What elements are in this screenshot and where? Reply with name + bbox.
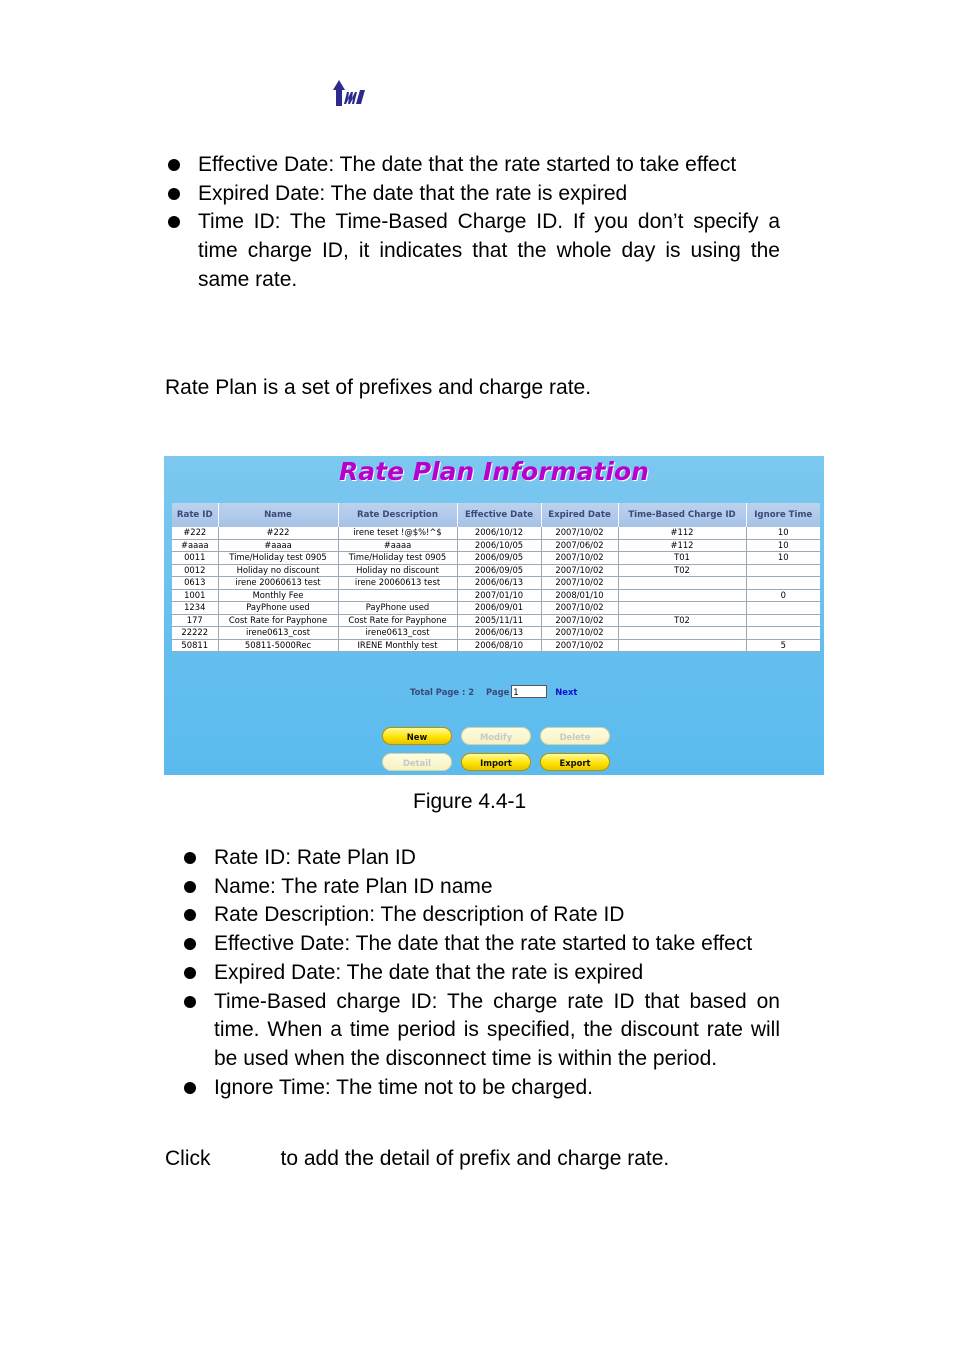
list-item: Expired Date: The date that the rate is expired [166,180,780,209]
table-cell: #aaaa [218,539,338,552]
table-cell: #222 [172,527,218,539]
table-cell: Monthly Fee [218,589,338,602]
table-cell: Time/Holiday test 0905 [338,552,457,565]
table-row[interactable] [172,639,820,652]
click-instruction-rest: to add the detail of prefix and charge rate. [280,1147,670,1170]
table-row[interactable] [172,577,820,590]
table-row[interactable] [172,539,820,552]
column-header[interactable]: Effective Date [457,503,541,527]
table-cell: #aaaa [338,539,457,552]
table-cell: irene 20060613 test [338,577,457,590]
table-cell [746,577,820,590]
table-row[interactable] [172,527,820,539]
click-instruction [165,1145,669,1173]
table-cell: 10 [746,552,820,565]
table-row[interactable] [172,627,820,640]
column-header[interactable]: Expired Date [541,503,618,527]
table-cell: T02 [618,564,746,577]
rate-plan-table [172,503,820,652]
table-cell: 50811-5000Rec [218,639,338,652]
table-cell: Holiday no discount [338,564,457,577]
table-cell: 10 [746,539,820,552]
table-cell: #aaaa [172,539,218,552]
table-cell: 2008/01/10 [541,589,618,602]
table-cell [618,577,746,590]
table-cell: Holiday no discount [218,564,338,577]
figure-caption: Figure 4.4-1 [413,790,527,813]
list-item: Time-Based charge ID: The charge rate ID that based on time. When a time period is specified, the discount rate will be used when the disconnect time is within the period. [182,988,780,1074]
table-cell: 2006/08/10 [457,639,541,652]
table-cell [746,627,820,640]
table-cell: 2007/10/02 [541,627,618,640]
table-row[interactable] [172,589,820,602]
table-cell: 2006/09/01 [457,602,541,615]
column-header[interactable]: Name [218,503,338,527]
table-cell: 2006/09/05 [457,564,541,577]
import-button[interactable]: Import [461,753,531,771]
table-cell: irene 20060613 test [218,577,338,590]
table-cell: 177 [172,614,218,627]
table-cell: Cost Rate for Payphone [338,614,457,627]
column-header[interactable]: Time-Based Charge ID [618,503,746,527]
table-cell: PayPhone used [338,602,457,615]
list-item: Ignore Time: The time not to be charged. [182,1074,780,1103]
click-word: Click [165,1147,211,1170]
modify-button[interactable]: Modify [461,727,531,745]
table-row[interactable] [172,602,820,615]
table-cell: #222 [218,527,338,539]
total-page-label: Total Page : 2 [410,686,475,697]
table-cell: Cost Rate for Payphone [218,614,338,627]
feature-list-top [166,151,780,295]
list-item: Rate Description: The description of Rate ID [182,901,780,930]
table-cell: irene0613_cost [338,627,457,640]
table-cell: 2007/10/02 [541,527,618,539]
table-cell: 2007/10/02 [541,614,618,627]
table-cell: 50811 [172,639,218,652]
table-cell [746,564,820,577]
table-cell: 2005/11/11 [457,614,541,627]
table-cell: 1001 [172,589,218,602]
table-cell: 10 [746,527,820,539]
table-cell: #112 [618,527,746,539]
list-item: Effective Date: The date that the rate started to take effect [166,151,780,180]
table-cell: 22222 [172,627,218,640]
page-input[interactable] [511,685,547,698]
table-row[interactable] [172,564,820,577]
table-cell [338,589,457,602]
table-cell: T02 [618,614,746,627]
table-cell [618,602,746,615]
table-header-row [172,503,820,527]
table-row[interactable] [172,552,820,565]
table-cell: 2006/06/13 [457,577,541,590]
table-cell: Time/Holiday test 0905 [218,552,338,565]
table-cell: 2007/10/02 [541,552,618,565]
table-cell: 2006/10/12 [457,527,541,539]
table-cell: 2006/09/05 [457,552,541,565]
column-header[interactable]: Rate Description [338,503,457,527]
detail-button[interactable]: Detail [382,753,452,771]
table-cell: 2007/01/10 [457,589,541,602]
table-cell: 2006/10/05 [457,539,541,552]
new-button[interactable]: New [382,727,452,745]
company-logo-icon [332,78,368,108]
page-label: Page [486,686,510,697]
table-cell: 2006/06/13 [457,627,541,640]
table-cell [746,602,820,615]
export-button[interactable]: Export [540,753,610,771]
intro-paragraph: Rate Plan is a set of prefixes and charge rate. [165,376,592,399]
table-cell: irene0613_cost [218,627,338,640]
table-cell: 5 [746,639,820,652]
table-cell: PayPhone used [218,602,338,615]
field-description-list [182,844,780,1102]
list-item: Expired Date: The date that the rate is expired [182,959,780,988]
table-cell: 0 [746,589,820,602]
table-cell: T01 [618,552,746,565]
rate-plan-screenshot [164,456,824,775]
list-item: Name: The rate Plan ID name [182,873,780,902]
table-cell: #112 [618,539,746,552]
list-item: Rate ID: Rate Plan ID [182,844,780,873]
table-cell: 2007/10/02 [541,639,618,652]
table-cell: 0613 [172,577,218,590]
column-header[interactable]: Ignore Time [746,503,820,527]
table-cell: 2007/06/02 [541,539,618,552]
column-header[interactable]: Rate ID [172,503,218,527]
table-row[interactable] [172,614,820,627]
table-cell [618,627,746,640]
list-item: Time ID: The Time-Based Charge ID. If you don’t specify a time charge ID, it indicates that the whole day is using the same rate. [166,208,780,294]
table-cell [746,614,820,627]
table-cell: 1234 [172,602,218,615]
table-cell: IRENE Monthly test [338,639,457,652]
delete-button[interactable]: Delete [540,727,610,745]
table-cell: 2007/10/02 [541,577,618,590]
table-cell [618,639,746,652]
list-item: Effective Date: The date that the rate started to take effect [182,930,780,959]
table-cell: 2007/10/02 [541,602,618,615]
table-cell: 0011 [172,552,218,565]
table-cell: 0012 [172,564,218,577]
page-title: Rate Plan Information [339,457,649,486]
pagination [410,685,577,698]
next-page-link[interactable]: Next [555,686,578,697]
table-cell: irene teset !@$%!^$ [338,527,457,539]
table-cell [618,589,746,602]
table-cell: 2007/10/02 [541,564,618,577]
